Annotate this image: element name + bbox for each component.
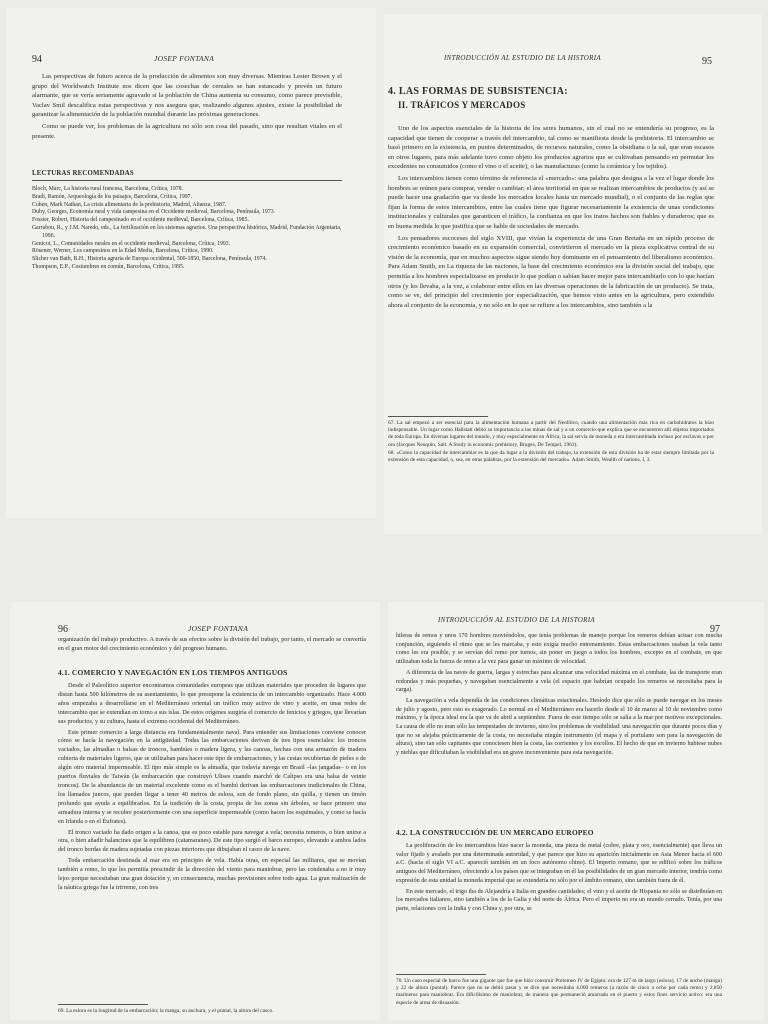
page-number: 97 — [710, 624, 720, 635]
paragraph: Las perspectivas de futuro acerca de la producción de alimentos son muy diversas. Mientras Lester Brown y el grupo del Worldwatch Institute nos dicen que las cosechas de cereales se han estancado y prevén un futuro alarmante, que se vería seriamente agravado si la población de China aumenta su consumo, como parece previsible, Vaclav Smil descalifica estas perspectivas y nos asegura que, realizando algunos ajustes, existe la posibilidad de garantizar la alimentación de la población mundial durante las próximas generaciones. — [32, 73, 342, 119]
reference-item: Bloch, Marc, La historia rural francesa, Barcelona, Crítica, 1978. — [32, 186, 183, 192]
footnote-divider — [396, 974, 486, 975]
running-header: JOSEP FONTANA — [154, 54, 215, 63]
paragraph: Toda embarcación destinada al mar era en principio de vela. Había otras, en especial las militares, que se movían también a remo, lo que les permitía prescindir de la dirección del viento para maniobrar, pero las condenaba a no ir muy lejos porque necesitaban una gran dotación y, en consecuencia, muchas provisiones sobre todo agua. La gran realización de la náutica griega fue la trirreme, con tres — [58, 857, 366, 891]
paragraph: Uno de los aspectos esenciales de la historia de los seres humanos, sin el cual no se entendería su progreso, es la capacidad que tienen de cooperar a través del intercambio, tal como se manifiesta desde la prehistoria. El intercambio se basó primero en la existencia, en puntos determinados, de recursos naturales, como la obsidiana o la sal, que eran escasos en otros lugares, para más adelante tuvo como objeto los productos agrarios que se cultivaban pensando en permutar los excedentes no consumidos (como el vino o el aceite), o las manufacturas (como la cerámica y los tejidos). — [388, 125, 714, 171]
reference-item: Fossier, Robert, Historia del campesinado en el occidente medieval, Barcelona, Crítica, 1985. — [32, 217, 249, 224]
page-number: 96 — [58, 624, 68, 635]
divider — [32, 180, 342, 181]
body-text — [58, 682, 366, 895]
page-95 — [384, 14, 762, 534]
footnote-divider — [58, 1004, 148, 1005]
section-heading: LECTURAS RECOMENDADAS — [32, 170, 134, 177]
page-96 — [10, 602, 380, 1020]
paragraph: organización del trabajo productivo. A través de sus efectos sobre la división del trabajo, por tanto, el mercado se convertía en el gran motor del crecimiento económico y del progreso humano. — [58, 636, 366, 652]
paragraph: hileras de remos y unos 170 hombres moviéndolos, que tenía problemas de manejo porque los remeros debían actuar con mucha conjunción, siguiendo el ritmo que se les marcaba, y esto exigía mucho entrenamiento. Estas embarcaciones usaban la vela tanto como les era posible, y se servían del remo por turnos, sin poner en juego a todos los hombres, excepto en el combate, en que utilizaban toda la fuerza de remo a la vez para ganar un máximo de velocidad. — [396, 633, 722, 666]
body-text — [388, 124, 714, 312]
chapter-title: 4. LAS FORMAS DE SUBSISTENCIA: — [388, 86, 568, 97]
chapter-subtitle: II. TRÁFICOS Y MERCADOS — [398, 100, 526, 110]
paragraph: Este primer comercio a larga distancia era fundamentalmente naval. Para entender sus limitaciones conviene conocer cómo se hacía la navegación en la antigüedad. Todas las embarcaciones derivan de tres tipos esenciales: los troncos vaciados, las almadías o balsas de troncos, bambúes o madera ligera, y las canoas, hechas con una armazón de madera cubierta de materiales ligeros, que se utilizaban para hacer este tipo de embarcaciones, y las cestas recubiertas de pieles o de algún otro material impermeable. El tipo más simple es la almadía, que todavía navega en Brasil –las jangadas– o en los puertos fluviales de Taiwán (la embarcación que construyó Ulises cuando marchó de Calipso era una balsa de veinte troncos). De la abundancia de un material excelente como es el bambú derivan las embarcaciones tradicionales de China, los llamados juncos, que pueden llegar a tener 40 metros de eslora, son de fondo plano, sin quilla, y tienen un timón profundo que ayuda a equilibrarlos. En la tradición de la costa, propia de los zonas sin árboles, se hace primero una armadura interna y se recubre posteriormente con una superficie impermeable (como hacen los esquimales, y como se hacía en Irlanda o en el Éufrates). — [58, 728, 366, 825]
page-number: 94 — [32, 54, 42, 65]
paragraph: El tronco vaciado ha dado origen a la canoa, que es poco estable para navegar a vela; necesita remeros, o bien unirse a otra, o bien añadir balancines que la equilibren (catamaranes). De este tipo surgió el barco europeo, elevando a ambos lados del tronco bordas de madera sujetadas con piezas interiores que dibujaban el casco de la nave. — [58, 828, 366, 854]
footnote-divider — [388, 416, 488, 417]
reference-item: Duby, Georges, Economía rural y vida campesina en el Occidente medieval, Barcelona, Península, 1973. — [32, 209, 276, 216]
paragraph: La proliferación de los intercambios hizo nacer la moneda, una pieza de metal (cobre, plata y oro, esencialmente) que lleva un valor fijado y avalado por una determinada autoridad, y que parece que hizo su aparición inicialmente en Asia Menor hacia el 600 a.C. (hacia el siglo VI a.C. apareció también en un foco autónomo chino). El Imperio romano, que se edificó sobre los tráficos antiguos del Mediterráneo, ofreciendo a los países que se integraban en él las posibilidades de un gran mercado interior, tendría como expresión de esta unidad la moneda imperial que se extendería no sólo por el ámbito romano, sino también fuera de él. — [396, 843, 722, 884]
footnote: 70. Un caso especial de barco fue una gigante que fue que hizo construir Ptolomeo IV de Egipto: era de 127 m de largo (eslora), 17 de ancho (manga) y 22 de altura (puntal). Parece que no se debió pasar y se dice que necesitaba 4.000 remeros (a razón de cinco a ocho por cada remo) y 2.850 marineros para maniobrar. Era dificilísimo de maniobrar, de manera que permaneció amarrado en el puerto y estos fines servicio activo: era una especie de arma de disuasión. — [396, 978, 722, 1006]
paragraph: La navegación a vela dependía de las condiciones climáticas estacionales. Hesíodo dice que sólo se puede navegar en los meses de julio y agosto, pero esto es exagerado. Lo normal en el Mediterráneo era hacerlo desde el 10 de marzo al 10 de noviembre como máximo, y la época ideal era la que va de abril a septiembre. Fuera de este tiempo sólo se salía a la mar por motivos excepcionales. La causa de ello no eran sólo las tempestades de invierno, sino los problemas de visibilidad: una navegación que durante pocos días y que no se alejaba prácticamente de la costa, no necesitaba ningún instrumento (el mapa y el portulano son para la navegación de altura), sino tan sólo capitanes que conociesen bien la costa, las corrientes y los escollos. El hecho de que en invierno hubiese nubes y nieblas que dificultaban la visibilidad era un grave inconveniente para esta navegación. — [396, 697, 722, 757]
footnote: 69. La eslora es la longitud de la embarcación; la manga, su anchura, y el puntal, la altura del casco. — [58, 1008, 274, 1014]
reference-item: Genicot, L., Comunidades rurales en el occidente medieval, Barcelona, Crítica, 1993. — [32, 240, 231, 247]
reference-item: Slicher van Bath, B.H., Historia agraria de Europa occidental, 500-1850, Barcelona, Península, 1974. — [32, 256, 267, 263]
paragraph: Los pensadores escoceses del siglo XVIII, que vivían la experiencia de una Gran Bretaña en un rápido proceso de crecimiento económico basado en su expansión comercial, convirtieron el mercado en la pieza explicativa central de su visión de la economía, que en muchos aspectos sigue siendo hoy dominante en el pensamiento del liberalismo económico. Para Adam Smith, en La riqueza de las naciones, la base del crecimiento económico era la división social del trabajo, que permitía a los hombres especializarse en producir lo que podían o sabían hacer mejor para intercambiarlo con lo que hacían otros (y les llevaba, a la vez, a colaborar entre ellos en las diversas operaciones de la fabricación de un producto). Se trata, como se ve, del principio del crecimiento por especialización, que hemos visto antes en la agricultura, pero extendido ahora al conjunto de la economía, y no sólo en lo que se refiere a los intercambios, sino también a la — [388, 234, 714, 309]
footnote: 67. La sal empezó a ser esencial para la alimentación humana a partir del Neolítico, cuando una alimentación más rica en carbohidratos la hizo indispensable. Un lugar como Hallstatt debió su importancia a las minas de sal y a un comercio que explica que se encuentren allí objetos importados de toda Europa. En diversas lugares del mundo, y muy especialmente en África, la sal servía de moneda o era intercambiada incluso por esclavos o por oro (Jacques Neuquin, Salt. A Study in economic prehistory, Bruges, De Tempel, 1961). — [388, 420, 714, 448]
footnotes — [388, 420, 714, 465]
body-text — [396, 632, 722, 760]
reference-item: Rösener, Werner, Los campesinos en la Edad Media, Barcelona, Crítica, 1990. — [32, 248, 214, 255]
body-text — [32, 72, 342, 143]
reference-item: Cohen, Mark Nathan, La crisis alimentaria de la prehistoria, Madrid, Alianza, 1987. — [32, 201, 227, 208]
page-97 — [388, 602, 764, 1020]
paragraph: A diferencia de las naves de guerra, largas y estrechas para alcanzar una velocidad máxima en el combate, las de transporte eran redondas y más pequeñas, y navegaban esencialmente a vela (el espacio que habrían ocupado los remeros se necesitaba para la carga). — [396, 669, 722, 694]
reference-item: Thompson, E.P., Costumbres en común, Barcelona, Crítica, 1995. — [32, 263, 185, 270]
reference-item: Bradi, Ramón, Arqueología de los paisajes, Barcelona, Crítica, 1997. — [32, 193, 193, 200]
body-text — [396, 842, 722, 916]
footnote: 68. «Como la capacidad de intercambiar es la que da lugar a la división del trabajo, la extensión de esta división ha de estar siempre limitada por la extensión de esta capacidad, o, sea, en otras palabras, por la extensión del mercado». Adam Smith, Wealth of nations, I, 3. — [388, 449, 714, 464]
paragraph: Como se puede ver, los problemas de la agricultura no sólo son cosa del pasado, sino que resultan vitales en el presente. — [32, 122, 342, 140]
section-heading: 4.1. COMERCIO Y NAVEGACIÓN EN LOS TIEMPOS ANTIGUOS — [58, 668, 288, 677]
section-heading: 4.2. LA CONSTRUCCIÓN DE UN MERCADO EUROPEO — [396, 828, 594, 837]
reference-list — [32, 186, 342, 272]
running-header: INTRODUCCIÓN AL ESTUDIO DE LA HISTORIA — [438, 616, 595, 624]
reference-item: Garrabou, R., y J.M. Naredo, eds., La fertilización en los sistemas agrarios. Una perspectiva histórica, Madrid, Fundación Argentaria, 1996. — [32, 224, 342, 239]
paragraph: En este mercado, el trigo iba de Alejandría a Italia en grandes cantidades; el vino y el aceite de Hispania no sólo se distribuían en los mercados italianos, sino también a los de la Galia y del norte de África. Pero el imperio no era un mundo cerrado. Tenía, por una parte, relaciones con la India y con China y, por otra, se — [396, 888, 722, 912]
running-header: INTRODUCCIÓN AL ESTUDIO DE LA HISTORIA — [444, 54, 601, 62]
paragraph: Desde el Paleolítico superior encontramos comunidades europeas que utilizan materiales que proceden de lugares que distan hasta 500 kilómetros de su asentamiento, lo que presupone la existencia de un intercambio organizado. Hace 4.000 años empezaba a desarrollarse en el Mediterráneo oriental un tráfico muy activo de vino y aceite, en unas redes de intercambio que se extendían en torno a sus islas. De estos orígenes surgiría el comercio de fenicios y griegos, que llevarían sus productos, y su cultura, hasta el extremo occidental del Mediterráneo. — [58, 682, 366, 725]
body-text — [58, 636, 366, 656]
page-94 — [6, 8, 376, 518]
page-number: 95 — [702, 56, 712, 67]
running-header: JOSEP FONTANA — [188, 624, 249, 633]
paragraph: Los intercambios tienen como término de referencia el «mercado»: una palabra que designa a la vez el lugar donde los hombres se reúnen para comprar, vender o cambiar; el área territorial en que se realizan intercambios de productos (y así se puede hacer una gradación que va desde los mercados locales hasta un mercado mundial), o el conjunto de las reglas que fijan la forma de estos intercambios, entre las cuales tiene que figurar necesariamente la existencia de unas condiciones institucionales y culturales que garanticen el tráfico, la confianza en que los tratos hechos son fiables y duraderos; que es en buena medida lo que justifica que se hable de sociedades de mercado. — [388, 174, 714, 230]
